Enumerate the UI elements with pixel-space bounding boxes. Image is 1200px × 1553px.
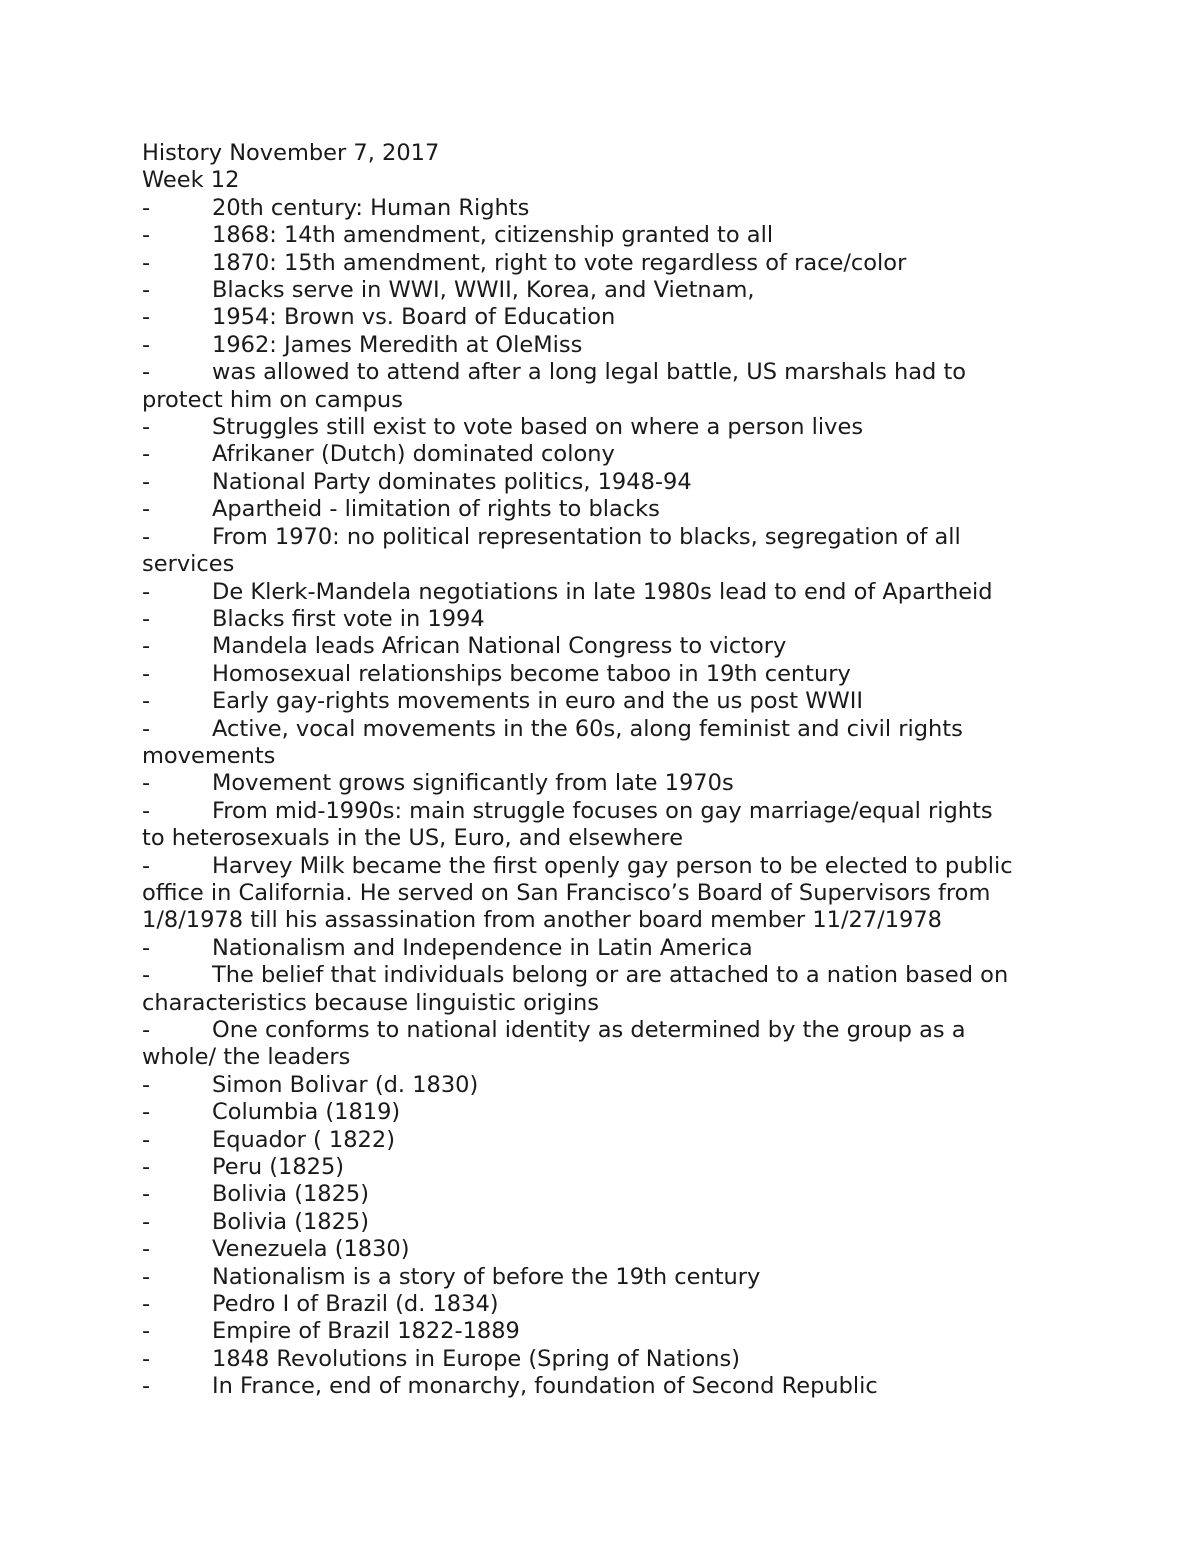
document-subtitle: Week 12 bbox=[142, 167, 240, 194]
list-item-text: 20th century: Human Rights bbox=[212, 194, 530, 221]
list-item bbox=[142, 1264, 1062, 1291]
bullet-dash: - bbox=[142, 660, 151, 687]
list-item-text: National Party dominates politics, 1948-94 bbox=[212, 468, 692, 495]
bullet-dash: - bbox=[142, 1017, 151, 1043]
bullet-dash: - bbox=[142, 1318, 151, 1345]
list-item bbox=[142, 469, 1062, 496]
list-item-text: De Klerk-Mandela negotiations in late 1980s lead to end of Apartheid bbox=[212, 578, 993, 605]
list-item bbox=[142, 195, 1062, 222]
list-item-text: 1870: 15th amendment, right to vote regardless of race/color bbox=[212, 249, 907, 276]
list-item-text: Struggles still exist to vote based on where a person lives bbox=[212, 414, 864, 441]
list-item bbox=[142, 1236, 1062, 1263]
document-title: History November 7, 2017 bbox=[142, 140, 440, 166]
bullet-dash: - bbox=[142, 194, 151, 221]
list-item-text: In France, end of monarchy, foundation of Second Republic bbox=[212, 1373, 878, 1400]
list-item bbox=[142, 1346, 1062, 1373]
bullet-dash: - bbox=[142, 1154, 151, 1181]
list-item-text: Homosexual relationships become taboo in 19th century bbox=[212, 660, 851, 687]
bullet-dash: - bbox=[142, 934, 151, 961]
list-item-text: From 1970: no political representation to blacks, segregation of all services bbox=[142, 523, 961, 578]
list-item bbox=[142, 1291, 1062, 1318]
list-item-text: Afrikaner (Dutch) dominated colony bbox=[212, 441, 615, 468]
list-item bbox=[142, 332, 1062, 359]
list-item-text: Nationalism is a story of before the 19th century bbox=[212, 1263, 761, 1290]
list-item-text: Bolivia (1825) bbox=[212, 1181, 370, 1208]
list-item bbox=[142, 414, 1062, 441]
list-item bbox=[142, 1072, 1062, 1099]
list-item bbox=[142, 798, 1062, 853]
list-item-text: Empire of Brazil 1822-1889 bbox=[212, 1318, 520, 1345]
list-item-text: From mid-1990s: main struggle focuses on gay marriage/equal rights to heterosexuals in the US, Euro, and elsewhere bbox=[142, 797, 993, 852]
list-item bbox=[142, 1181, 1062, 1208]
list-item bbox=[142, 304, 1062, 331]
bullet-dash: - bbox=[142, 1263, 151, 1290]
bullet-dash: - bbox=[142, 222, 151, 249]
bullet-dash: - bbox=[142, 578, 151, 605]
bullet-dash: - bbox=[142, 1345, 151, 1372]
bullet-dash: - bbox=[142, 1373, 151, 1400]
bullet-dash: - bbox=[142, 277, 151, 304]
bullet-dash: - bbox=[142, 1291, 151, 1318]
list-item bbox=[142, 496, 1062, 523]
list-item-text: Active, vocal movements in the 60s, along feminist and civil rights movements bbox=[142, 715, 963, 769]
list-item bbox=[142, 716, 1062, 771]
list-item bbox=[142, 1099, 1062, 1126]
list-item bbox=[142, 962, 1062, 1017]
list-item bbox=[142, 441, 1062, 468]
bullet-dash: - bbox=[142, 770, 151, 797]
list-item-text: Peru (1825) bbox=[212, 1154, 345, 1181]
bullet-list bbox=[142, 195, 1062, 1401]
list-item-text: 1868: 14th amendment, citizenship granted to all bbox=[212, 222, 774, 249]
bullet-dash: - bbox=[142, 633, 151, 660]
list-item bbox=[142, 661, 1062, 688]
list-item bbox=[142, 277, 1062, 304]
bullet-dash: - bbox=[142, 1208, 151, 1235]
list-item-text: Blacks serve in WWI, WWII, Korea, and Vietnam, bbox=[212, 277, 755, 304]
list-item bbox=[142, 1373, 1062, 1400]
list-item bbox=[142, 935, 1062, 962]
list-item bbox=[142, 633, 1062, 660]
document-body bbox=[142, 140, 1062, 1401]
bullet-dash: - bbox=[142, 852, 151, 879]
bullet-dash: - bbox=[142, 1236, 151, 1263]
list-item-text: Columbia (1819) bbox=[212, 1099, 401, 1126]
list-item bbox=[142, 1154, 1062, 1181]
list-item-text: Harvey Milk became the first openly gay person to be elected to public office in California. He served on San Francisco’s Board of Supervisors from 1/8/1978 till his assassination from another board member 11/27/1978 bbox=[142, 852, 1013, 934]
list-item bbox=[142, 606, 1062, 633]
bullet-dash: - bbox=[142, 715, 151, 742]
bullet-dash: - bbox=[142, 331, 151, 358]
list-item-text: 1962: James Meredith at OleMiss bbox=[212, 331, 583, 358]
list-item bbox=[142, 359, 1062, 414]
list-item bbox=[142, 524, 1062, 579]
list-item bbox=[142, 1318, 1062, 1345]
list-item bbox=[142, 1209, 1062, 1236]
list-item-text: Bolivia (1825) bbox=[212, 1208, 370, 1235]
bullet-dash: - bbox=[142, 304, 151, 331]
bullet-dash: - bbox=[142, 797, 151, 824]
list-item-text: Movement grows significantly from late 1970s bbox=[212, 770, 734, 797]
list-item-text: Equador ( 1822) bbox=[212, 1126, 395, 1153]
bullet-dash: - bbox=[142, 688, 151, 715]
list-item-text: Apartheid - limitation of rights to blacks bbox=[212, 496, 660, 523]
bullet-dash: - bbox=[142, 414, 151, 441]
list-item-text: Nationalism and Independence in Latin America bbox=[212, 934, 753, 961]
list-item bbox=[142, 853, 1062, 935]
list-item bbox=[142, 688, 1062, 715]
list-item bbox=[142, 1127, 1062, 1154]
bullet-dash: - bbox=[142, 523, 151, 550]
bullet-dash: - bbox=[142, 605, 151, 632]
list-item-text: The belief that individuals belong or are attached to a nation based on characteristics because linguistic origins bbox=[142, 962, 1009, 1016]
list-item-text: Early gay-rights movements in euro and the us post WWII bbox=[212, 688, 864, 715]
list-item bbox=[142, 579, 1062, 606]
list-item bbox=[142, 222, 1062, 249]
list-item-text: was allowed to attend after a long legal battle, US marshals had to protect him on campus bbox=[142, 359, 967, 413]
list-item bbox=[142, 770, 1062, 797]
bullet-dash: - bbox=[142, 496, 151, 523]
bullet-dash: - bbox=[142, 1126, 151, 1153]
list-item-text: Venezuela (1830) bbox=[212, 1236, 410, 1263]
list-item bbox=[142, 1017, 1062, 1072]
bullet-dash: - bbox=[142, 249, 151, 276]
list-item-text: 1954: Brown vs. Board of Education bbox=[212, 304, 616, 331]
list-item-text: Mandela leads African National Congress to victory bbox=[212, 633, 787, 660]
list-item-text: Simon Bolivar (d. 1830) bbox=[212, 1071, 479, 1098]
bullet-dash: - bbox=[142, 1099, 151, 1126]
bullet-dash: - bbox=[142, 468, 151, 495]
list-item-text: 1848 Revolutions in Europe (Spring of Nations) bbox=[212, 1345, 740, 1372]
list-item bbox=[142, 250, 1062, 277]
list-item-text: One conforms to national identity as determined by the group as a whole/ the leaders bbox=[142, 1017, 966, 1071]
list-item-text: Blacks first vote in 1994 bbox=[212, 605, 485, 632]
bullet-dash: - bbox=[142, 1071, 151, 1098]
list-item-text: Pedro I of Brazil (d. 1834) bbox=[212, 1291, 499, 1318]
bullet-dash: - bbox=[142, 441, 151, 468]
bullet-dash: - bbox=[142, 359, 151, 386]
bullet-dash: - bbox=[142, 962, 151, 989]
bullet-dash: - bbox=[142, 1181, 151, 1208]
